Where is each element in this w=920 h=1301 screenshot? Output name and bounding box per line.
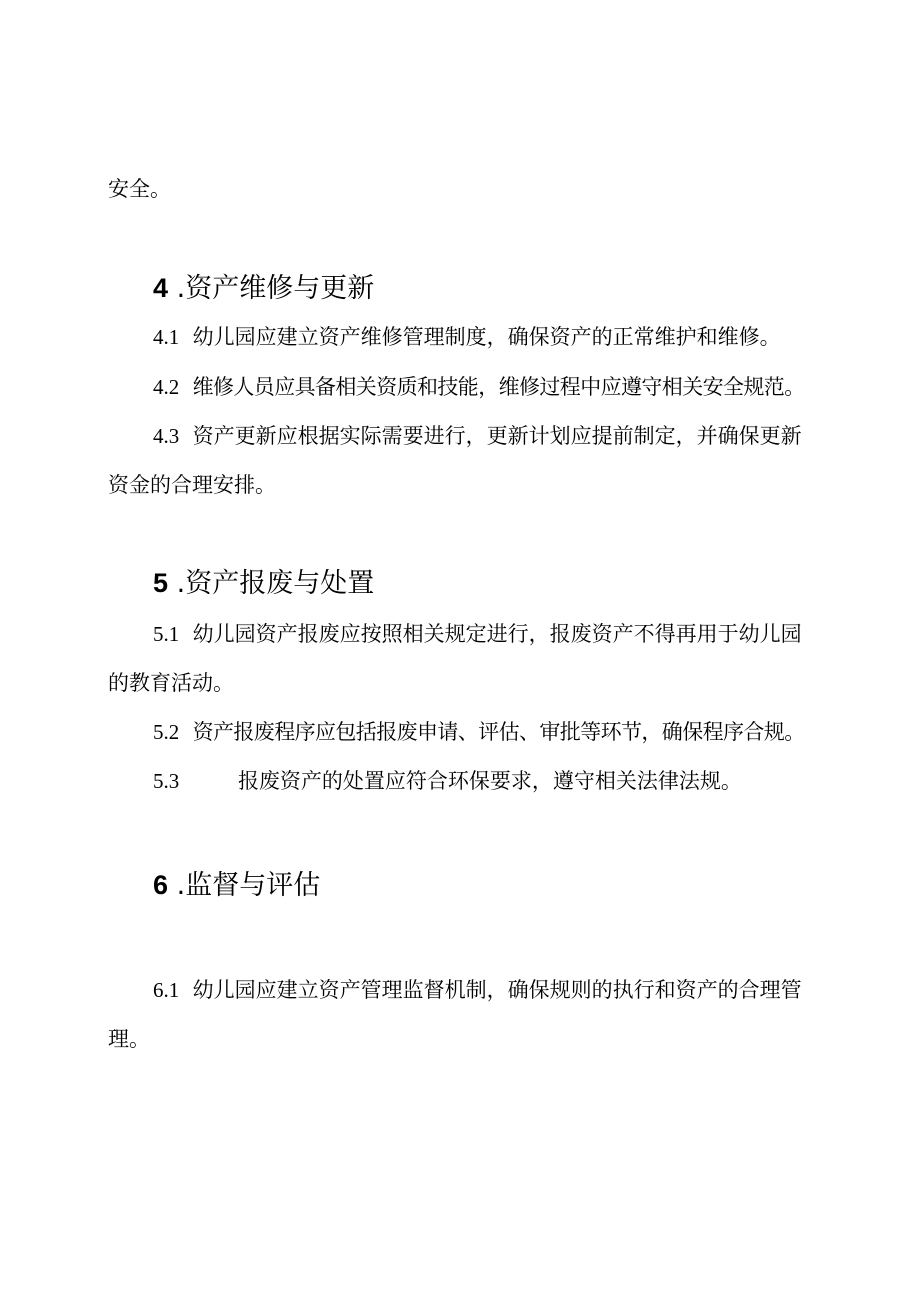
item-4-1-text: 幼儿园应建立资产维修管理制度，确保资产的正常维护和维修。 [192,325,781,349]
item-4-3-text-line1: 资产更新应根据实际需要进行，更新计划应提前制定，并确保更新 [192,424,802,448]
item-4-3-line2: 资金的合理安排。 [108,473,276,497]
continuation-text: 安全。 [108,177,171,201]
item-5-2-number: 5.2 [153,720,180,744]
section-6-title: .监督与评估 [176,870,321,901]
item-5-1-number: 5.1 [153,622,180,646]
section-4-heading [153,270,374,307]
section-6-heading [153,867,320,904]
item-6-1-line2: 理。 [108,1027,150,1051]
item-5-1-line1 [153,619,802,649]
section-5-heading [153,565,374,602]
item-5-3-text: 报废资产的处置应符合环保要求，遵守相关法律法规。 [237,769,742,793]
item-5-3-number: 5.3 [153,769,180,793]
section-4-title: .资产维修与更新 [176,273,375,304]
item-6-1-line1 [153,975,802,1005]
item-6-1-number: 6.1 [153,978,180,1002]
item-4-1-number: 4.1 [153,325,180,349]
item-4-2-number: 4.2 [153,375,180,399]
section-5-number: 5 [153,568,169,598]
section-4-number: 4 [153,273,169,303]
item-5-2 [153,717,805,747]
item-6-1-text-line1: 幼儿园应建立资产管理监督机制，确保规则的执行和资产的合理管 [192,978,802,1002]
item-4-3-line1 [153,421,802,451]
item-5-3 [153,766,742,796]
item-4-1 [153,322,781,352]
item-5-1-text-line1: 幼儿园资产报废应按照相关规定进行，报废资产不得再用于幼儿园 [192,622,802,646]
item-5-2-text: 资产报废程序应包括报废申请、评估、审批等环节，确保程序合规。 [192,720,805,744]
item-5-1-line2: 的教育活动。 [108,671,234,695]
item-4-3-number: 4.3 [153,424,180,448]
section-5-title: .资产报废与处置 [176,568,375,599]
item-4-2 [153,372,805,402]
item-4-2-text: 维修人员应具备相关资质和技能，维修过程中应遵守相关安全规范。 [192,375,805,399]
section-6-number: 6 [153,870,169,900]
